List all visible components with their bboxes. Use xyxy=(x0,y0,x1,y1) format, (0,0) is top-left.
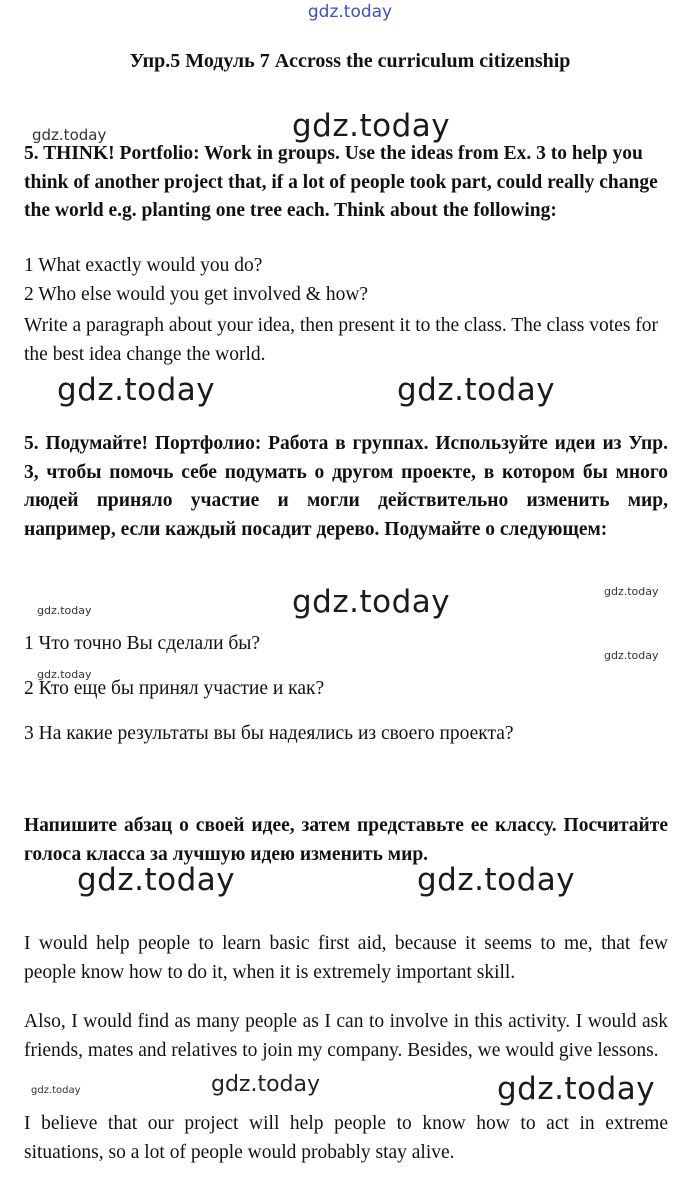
russian-question-1: 1 Что точно Вы сделали бы? xyxy=(24,633,261,654)
english-question-2: 2 Who else would you get involved & how? xyxy=(24,284,369,305)
watermark: gdz.today xyxy=(292,108,451,144)
russian-question-3: 3 На какие результаты вы бы надеялись из своего проекта? xyxy=(24,723,514,744)
watermark: gdz.today xyxy=(37,668,92,681)
watermark-top: gdz.today xyxy=(307,2,393,22)
russian-instruction: Напишите абзац о своей идее, затем представьте ее классу. Посчитайте голоса класса за лучшую идею изменить мир. xyxy=(24,815,668,865)
russian-task: 5. Подумайте! Портфолио: Работа в группах. Используйте идеи из Упр. 3, чтобы помочь себе подумать о другом проекте, в котором бы много людей приняло участие и могли действительно изменить мир, например, если каждый посадит дерево. Подумайте о следующем: xyxy=(24,433,668,540)
answer-paragraph-3: I believe that our project will help people to know how to act in extreme situations, so a lot of people would probably stay alive. xyxy=(24,1113,668,1163)
page-title: Упр.5 Модуль 7 Accross the curriculum citizenship xyxy=(129,50,571,72)
english-instruction: Write a paragraph about your idea, then present it to the class. The class votes for the best idea change the world. xyxy=(24,315,659,365)
watermark: gdz.today xyxy=(211,1072,321,1097)
watermark: gdz.today xyxy=(604,585,659,598)
watermark: gdz.today xyxy=(397,372,556,408)
watermark: gdz.today xyxy=(31,1085,81,1096)
watermark: gdz.today xyxy=(497,1071,656,1107)
answer-paragraph-2: Also, I would find as many people as I can to involve in this activity. I would ask friends, mates and relatives to join my company. Besides, we would give lessons. xyxy=(24,1011,668,1061)
watermark: gdz.today xyxy=(292,584,451,620)
answer-paragraph-1: I would help people to learn basic first aid, because it seems to me, that few people know how to do it, when it is extremely important skill. xyxy=(24,933,668,983)
watermark: gdz.today xyxy=(57,372,216,408)
watermark: gdz.today xyxy=(417,862,576,898)
watermark: gdz.today xyxy=(77,862,236,898)
english-question-1: 1 What exactly would you do? xyxy=(24,255,263,276)
watermark: gdz.today xyxy=(37,604,92,617)
watermark: gdz.today xyxy=(32,126,107,144)
russian-question-2: 2 Кто еще бы принял участие и как? xyxy=(24,678,325,699)
watermark: gdz.today xyxy=(604,649,659,662)
english-task: 5. THINK! Portfolio: Work in groups. Use the ideas from Ex. 3 to help you think of another project that, if a lot of people took part, could really change the world e.g. planting one tree each. Think about the following: xyxy=(24,143,658,222)
